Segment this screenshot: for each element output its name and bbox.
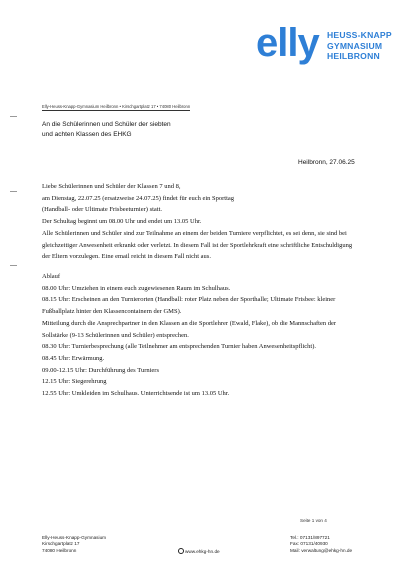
logo-line-3: HEILBRONN	[327, 51, 380, 61]
logo-line-1: HEUSS-KNAPP	[327, 30, 392, 40]
footer-website	[178, 548, 220, 555]
schedule-item: 08.00 Uhr: Umziehen in einem euch zugewiesenen Raum im Schulhaus.	[42, 284, 231, 292]
fold-mark-top	[10, 116, 17, 117]
logo-wordmark: elly	[256, 21, 319, 65]
website-link[interactable]: www.ehkg-hn.de	[185, 549, 220, 554]
schedule-item: 08.30 Uhr: Turnierbesprechung (alle Teilnehmer am entsprechenden Turnier haben Anwesenheitspflicht).	[42, 343, 316, 351]
body-paragraph: Alle Schülerinnen und Schüler sind zur Teilnahme an einem der beiden Turniere verpflichtet, es sei denn, sie sind bei gleichzeitiger Anwesenheit erkrankt oder verletzt. In diesem Fall ist der Sportlehrkraft eine schriftliche Entschuldigung der Eltern vorzulegen. Eine email reicht in diesem Fall nicht aus.	[42, 229, 353, 261]
fold-mark-punch	[10, 265, 17, 266]
body-line: Der Schultag beginnt um 08.00 Uhr und endet um 13.05 Uhr.	[42, 218, 202, 226]
footer-address-line: 74080 Heilbronn	[42, 547, 77, 553]
page-number: Seite 1 von 4	[300, 518, 327, 523]
logo-line-2: GYMNASIUM	[327, 40, 383, 51]
letter-body	[42, 181, 362, 263]
fold-mark-middle	[10, 191, 17, 192]
schedule-item: 12.15 Uhr: Siegerehrung	[42, 378, 107, 386]
footer-contact	[290, 535, 352, 554]
logo-school-name	[327, 30, 392, 62]
globe-icon	[178, 548, 184, 554]
letter-date: Heilbronn, 27.06.25	[298, 159, 355, 166]
schedule-section	[42, 271, 362, 400]
body-line: am Dienstag, 22.07.25 (ersatzweise 24.07.25) findet für euch ein Sporttag	[42, 194, 235, 202]
sender-line: Elly-Heuss-Knapp-Gymnasium Heilbronn • Kirschgartplatz 17 • 74080 Heilbronn	[42, 104, 191, 109]
body-line: (Handball- oder Ultimate Frisbeeturnier) statt.	[42, 206, 163, 214]
footer-address-line: Elly-Heuss-Knapp-Gymnasium	[42, 535, 107, 540]
schedule-item: 09.00-12.15 Uhr: Durchführung des Turniers	[42, 366, 159, 374]
schedule-item: 08.45 Uhr: Erwärmung.	[42, 354, 105, 362]
schedule-heading: Ablauf	[42, 273, 61, 280]
schedule-item: Mitteilung durch die Ansprechpartner in den Klassen an die Sportlehrer (Ewald, Flake), ob die Mannschaften der Sollstärke (9-13 Schülerinnen und Schüler) entsprechen.	[42, 319, 337, 339]
school-logo	[256, 21, 392, 66]
recipient-address	[42, 120, 171, 139]
salutation: Liebe Schülerinnen und Schüler der Klassen 7 und 8,	[42, 183, 181, 190]
address-line-2: und achten Klassen des EHKG	[42, 130, 132, 138]
address-line-1: An die Schülerinnen und Schüler der siebten	[42, 121, 171, 128]
footer-address-line: Kirschgartplatz 17	[42, 541, 80, 547]
schedule-item: 12.55 Uhr: Umkleiden im Schulhaus. Unterrichtsende ist um 13.05 Uhr.	[42, 390, 230, 398]
schedule-item: 08.15 Uhr: Erscheinen an den Turnierorten (Handball: roter Platz neben der Sporthalle; Ultimate Frisbee: kleiner Fußballplatz hinter den Klassencontainern der GMS).	[42, 296, 336, 316]
footer-address	[42, 535, 106, 554]
footer-phone: Tel.: 07131/897721	[290, 535, 330, 540]
footer-fax: Fax: 07131/40930	[290, 541, 328, 547]
footer-email[interactable]: Mail: verwaltung@ehkg-hn.de	[290, 547, 353, 553]
